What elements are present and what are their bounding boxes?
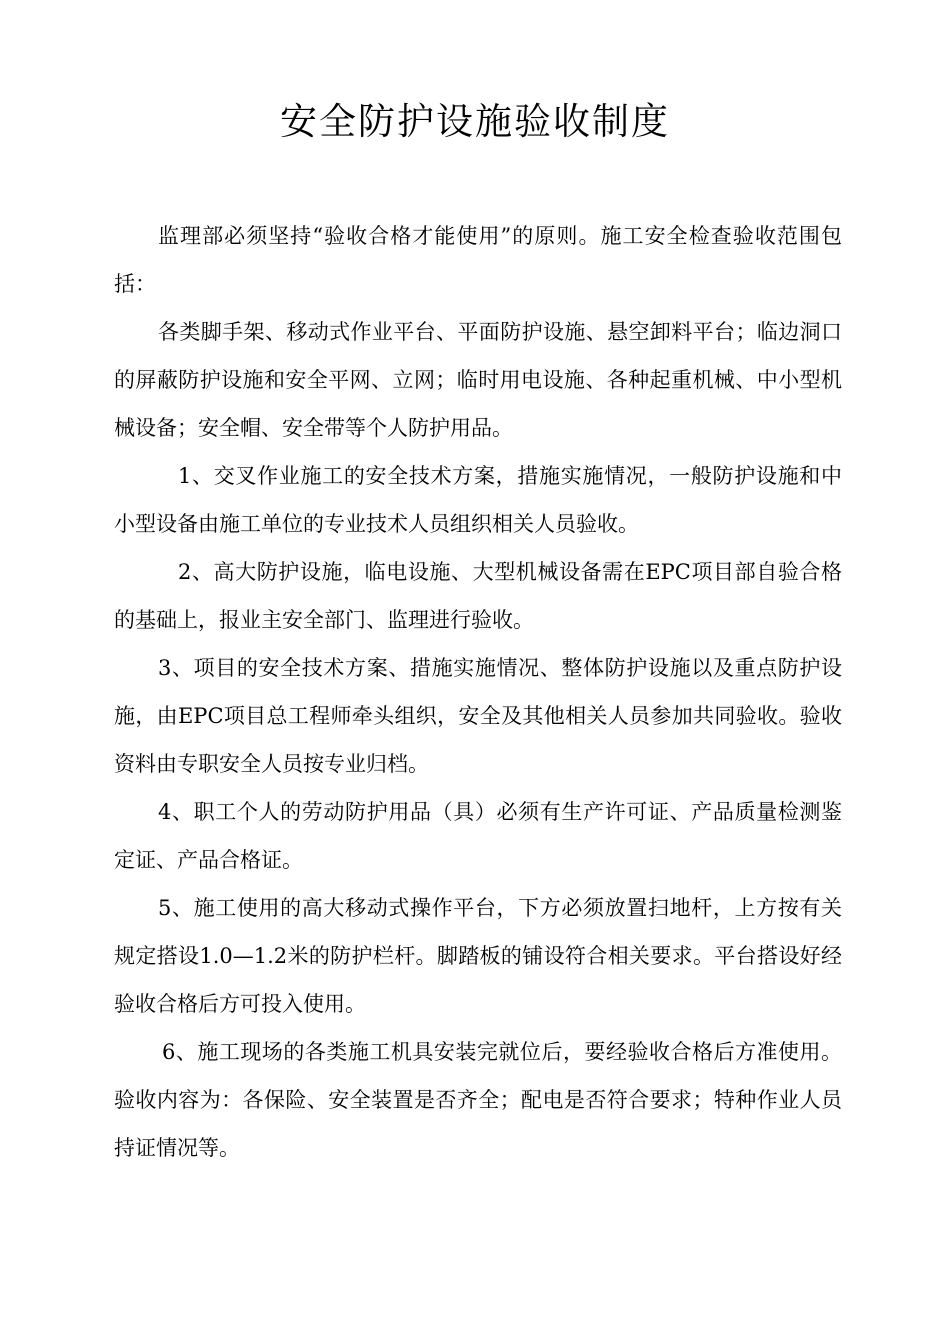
paragraph-item-4: 4、职工个人的劳动防护用品（具）必须有生产许可证、产品质量检测鉴定证、产品合格证。	[114, 800, 842, 872]
paragraph-scope: 各类脚手架、移动式作业平台、平面防护设施、悬空卸料平台；临边洞口的屏蔽防护设施和安全平网、立网；临时用电设施、各种起重机械、中小型机械设备；安全帽、安全带等个人防护用品。	[114, 320, 842, 440]
paragraph-intro: 监理部必须坚持“验收合格才能使用”的原则。施工安全检查验收范围包括：	[114, 224, 842, 296]
paragraph-item-6: 6、施工现场的各类施工机具安装完就位后，要经验收合格后方准使用。验收内容为：各保险、安全装置是否齐全；配电是否符合要求；特种作业人员持证情况等。	[114, 1040, 842, 1160]
paragraph-item-1: 1、交叉作业施工的安全技术方案，措施实施情况，一般防护设施和中小型设备由施工单位的专业技术人员组织相关人员验收。	[114, 464, 842, 536]
document-title: 安全防护设施验收制度	[280, 100, 670, 143]
document-body	[114, 212, 842, 1172]
paragraph-item-5: 5、施工使用的高大移动式操作平台，下方必须放置扫地杆，上方按有关规定搭设1.0—1.2米的防护栏杆。脚踏板的铺设符合相关要求。平台搭设好经验收合格后方可投入使用。	[114, 896, 842, 1016]
paragraph-item-3: 3、项目的安全技术方案、措施实施情况、整体防护设施以及重点防护设施，由EPC项目总工程师牵头组织，安全及其他相关人员参加共同验收。验收资料由专职安全人员按专业归档。	[114, 656, 842, 776]
paragraph-item-2: 2、高大防护设施，临电设施、大型机械设备需在EPC项目部自验合格的基础上，报业主安全部门、监理进行验收。	[114, 560, 842, 632]
